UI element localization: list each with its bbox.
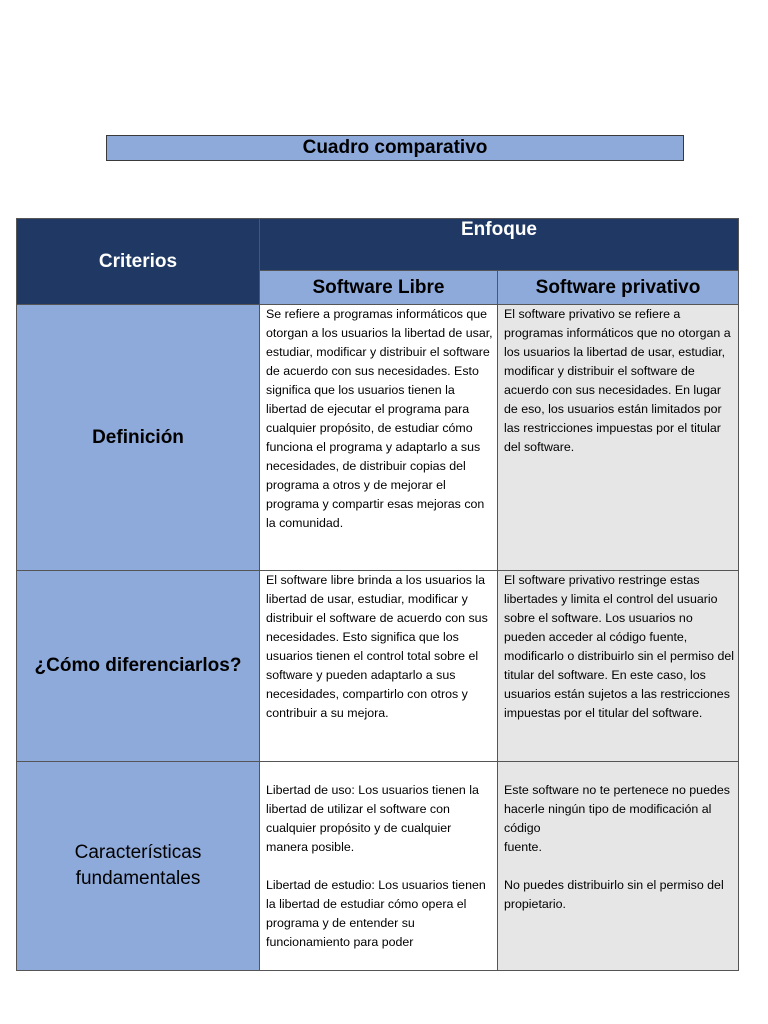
table-row-definicion <box>17 305 739 571</box>
cell-caracteristicas-privativo-wrap <box>498 762 739 971</box>
cell-definicion-libre: Se refiere a programas informáticos que otorgan a los usuarios la libertad de usar, estudiar, modificar y distribuir el software de acuerdo con sus necesidades. Esto significa que los usuarios tienen la libertad de ejecutar el programa para cualquier propósito, de estudiar cómo funciona el programa y adaptarlo a sus necesidades, de distribuir copias del programa a otros y de mejorar el programa y compartir esas mejoras con la comunidad. <box>260 305 498 571</box>
criterio-diferenciar: ¿Cómo diferenciarlos? <box>17 571 260 762</box>
cell-caracteristicas-libre-wrap <box>260 762 498 971</box>
header-software-libre: Software Libre <box>260 271 498 305</box>
table-row-diferenciar <box>17 571 739 762</box>
cell-caracteristicas-privativo: Este software no te pertenece no puedes hacerle ningún tipo de modificación al código fuente. No puedes distribuirlo sin el permiso del propietario. <box>504 783 730 911</box>
criterio-definicion: Definición <box>17 305 260 571</box>
cell-definicion-privativo: El software privativo se refiere a programas informáticos que no otorgan a los usuarios la libertad de usar, estudiar, modificar y distribuir el software de acuerdo con sus necesidades. En lugar de eso, los usuarios están limitados por las restricciones impuestas por el titular del software. <box>498 305 739 571</box>
cell-diferenciar-privativo: El software privativo restringe estas libertades y limita el control del usuario sobre el software. Los usuarios no pueden acceder al código fuente, modificarlo o distribuirlo sin el permiso del titular del software. En este caso, los usuarios están sujetos a las restricciones impuestas por el titular del software. <box>498 571 739 762</box>
header-software-privativo: Software privativo <box>498 271 739 305</box>
header-criterios: Criterios <box>17 219 260 305</box>
criterio-caracteristicas: Características fundamentales <box>17 762 260 971</box>
cell-caracteristicas-libre: Libertad de uso: Los usuarios tienen la libertad de utilizar el software con cualquier propósito y de cualquier manera posible. Libertad de estudio: Los usuarios tienen la libertad de estudiar cómo opera el programa y de entender su funcionamiento para poder <box>266 783 486 949</box>
header-row-top <box>17 219 739 271</box>
table-row-caracteristicas <box>17 762 739 971</box>
cell-diferenciar-libre: El software libre brinda a los usuarios la libertad de usar, estudiar, modificar y distribuir el software de acuerdo con sus necesidades. Esto significa que los usuarios tienen el control total sobre el software y pueden adaptarlo a sus necesidades, compartirlo con otros y contribuir a su mejora. <box>260 571 498 762</box>
document-title: Cuadro comparativo <box>106 135 684 161</box>
comparison-table <box>16 218 739 971</box>
header-enfoque: Enfoque <box>260 219 739 271</box>
